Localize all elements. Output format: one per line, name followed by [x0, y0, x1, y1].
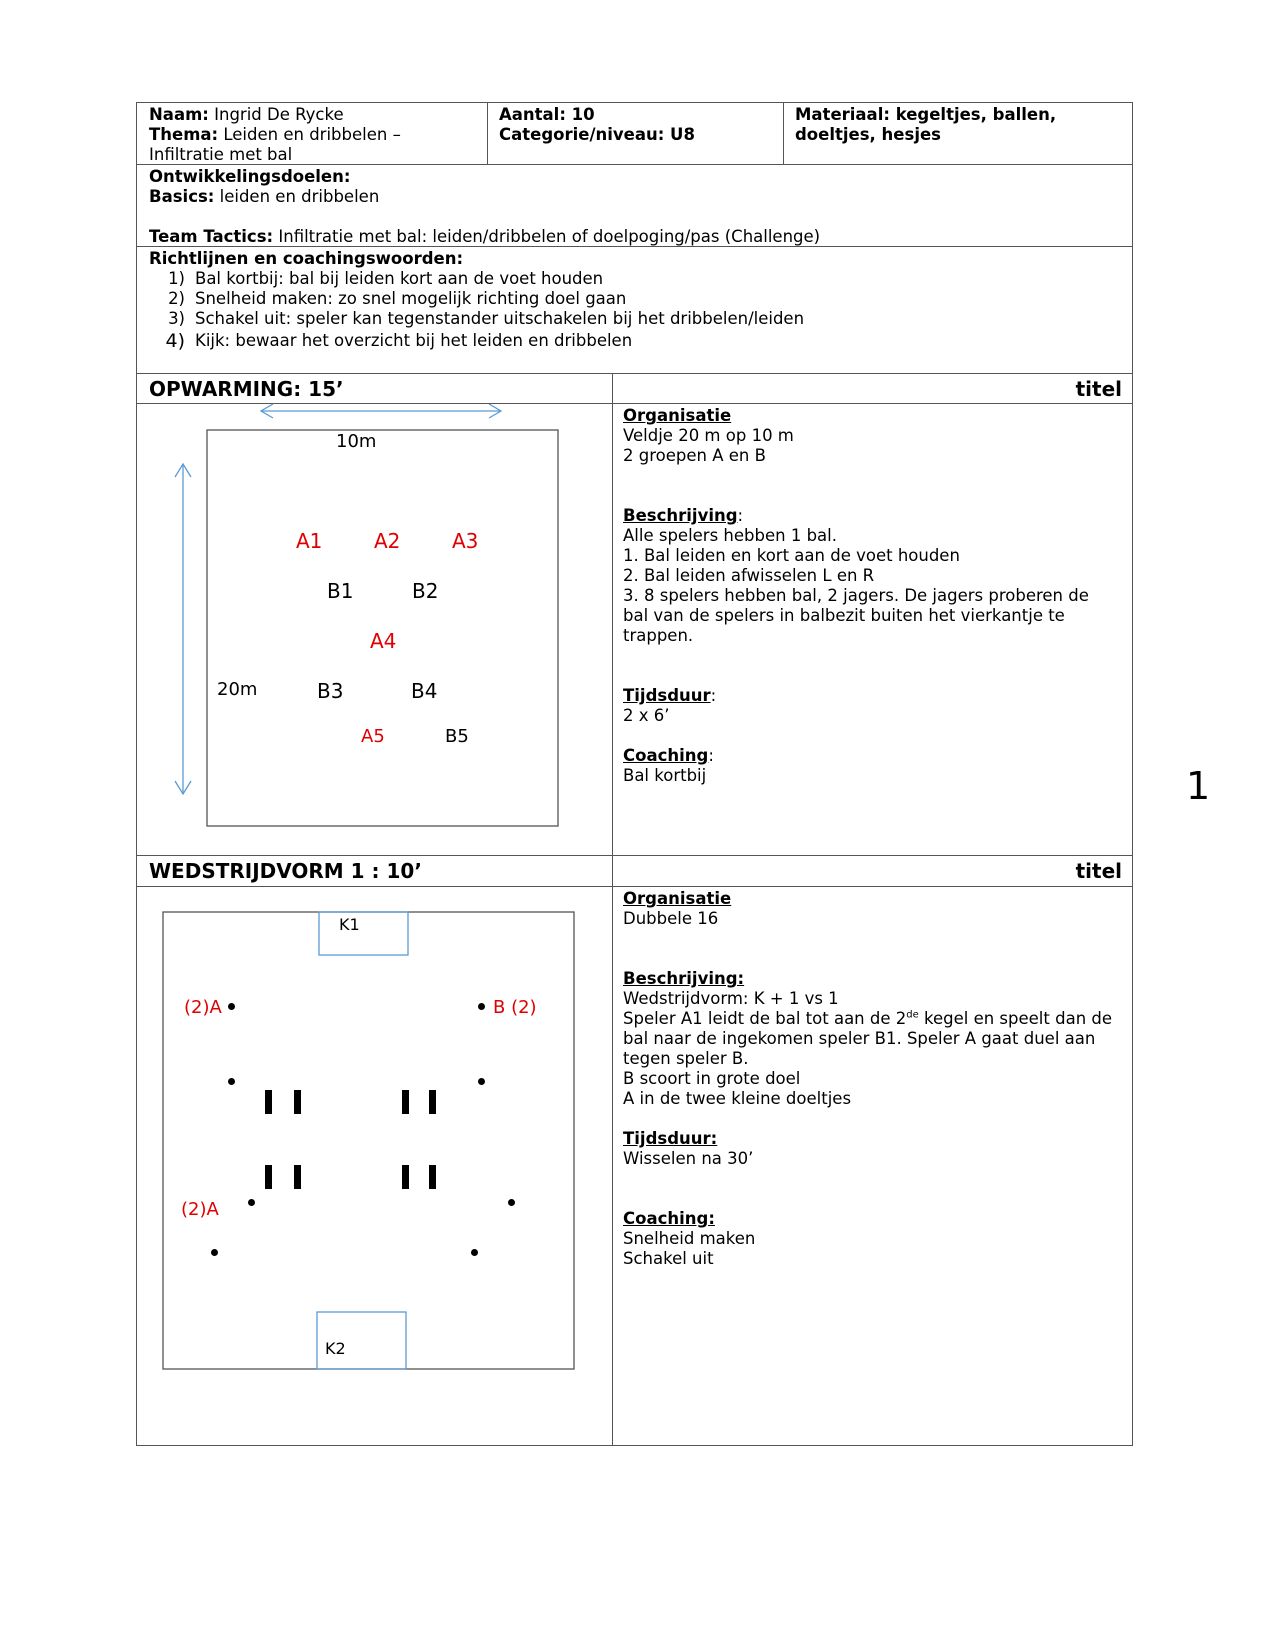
tijdsduur-heading: Tijdsduur [623, 686, 711, 705]
wedstrijd-title: WEDSTRIJDVORM 1 : 10’ [149, 859, 422, 883]
player-b1: B1 [327, 579, 354, 603]
goal-post [429, 1165, 436, 1189]
goal-post [402, 1090, 409, 1114]
materiaal: Materiaal: kegeltjes, ballen, [795, 105, 1057, 124]
player-b5: B5 [445, 726, 469, 747]
cone-dot [228, 1003, 235, 1010]
basics-value: leiden en dribbelen [219, 187, 380, 206]
tijdsduur-heading: Tijdsduur: [623, 1129, 718, 1148]
goal-post [294, 1090, 301, 1114]
beschrijving-line: A in de twee kleine doeltjes [623, 1089, 852, 1108]
richtlijnen-title: Richtlijnen en coachingswoorden: [149, 249, 464, 268]
basics-label: Basics: [149, 187, 215, 206]
richtlijnen-cell [137, 247, 1132, 373]
player-b3: B3 [317, 679, 344, 703]
opwarming-text: Organisatie Veldje 20 m op 10 m 2 groepen A en B Beschrijving: Alle spelers hebben 1 bal. 1. Bal leiden en kort aan de voet houden 2. Bal leiden afwisselen L en R 3. 8 spelers hebben bal, 2 jagers. De jagers proberen de bal van de spelers in balbezit buiten het vierkantje te trappen. Tijdsduur: 2 x 6’ Coaching: Bal kortbij [612, 404, 1132, 855]
wedstrijd-field-svg [137, 887, 612, 1445]
goal-post [402, 1165, 409, 1189]
cone-dot [478, 1078, 485, 1085]
aantal: Aantal: 10 [499, 105, 595, 124]
beschrijving-line: trappen. [623, 626, 694, 645]
wedstrijd-titel: titel [1075, 859, 1122, 883]
player-a4: A4 [370, 629, 397, 653]
list-item: 4) Kijk: bewaar het overzicht bij het leiden en dribbelen [165, 330, 633, 352]
richtlijnen-list [149, 269, 1120, 351]
player-a1: A1 [296, 529, 323, 553]
goal-post [265, 1165, 272, 1189]
organisatie-value: Dubbele 16 [623, 909, 719, 928]
organisatie-heading: Organisatie [623, 889, 732, 908]
cone-dot [211, 1249, 218, 1256]
tactics-value: Infiltratie met bal: leiden/dribbelen of doelpoging/pas (Challenge) [278, 227, 821, 246]
beschrijving-line: 2. Bal leiden afwisselen L en R [623, 566, 875, 585]
player-a5: A5 [361, 726, 385, 747]
header-row [137, 103, 1132, 165]
thema-value-cont: Infiltratie met bal [149, 145, 293, 164]
beschrijving-line: 1. Bal leiden en kort aan de voet houden [623, 546, 960, 565]
player-a2: A2 [374, 529, 401, 553]
group-a-top: (2)A [184, 997, 222, 1018]
cone-dot [228, 1078, 235, 1085]
beschrijving-heading: Beschrijving: [623, 969, 745, 988]
naam-label: Naam: [149, 105, 209, 124]
goal-post [265, 1090, 272, 1114]
beschrijving-line: B scoort in grote doel [623, 1069, 801, 1088]
thema-value: Leiden en dribbelen – [223, 125, 401, 144]
session-sheet [136, 102, 1133, 1446]
doelen-title: Ontwikkelingsdoelen: [149, 167, 351, 186]
group-b-top: B (2) [493, 997, 537, 1018]
coaching-line: Schakel uit [623, 1249, 714, 1268]
beschrijving-heading: Beschrijving [623, 506, 738, 525]
opwarming-diagram [137, 404, 612, 855]
player-b2: B2 [412, 579, 439, 603]
categorie: Categorie/niveau: U8 [499, 125, 695, 144]
opwarming-titel: titel [1075, 377, 1122, 401]
organisatie-line: 2 groepen A en B [623, 446, 766, 465]
wedstrijd-text [612, 887, 1132, 1445]
coaching-line: Snelheid maken [623, 1229, 756, 1248]
materiaal-cont: doeltjes, hesjes [795, 125, 941, 144]
materiaal-cell [783, 103, 1132, 164]
coaching-heading: Coaching: [623, 1209, 715, 1228]
wedstrijd-title-row [137, 856, 1132, 887]
beschrijving-line: Speler A1 leidt de bal tot aan de 2de kegel en speelt dan de [623, 1009, 1113, 1028]
doelen-cell [137, 165, 1132, 246]
tijdsduur-value: 2 x 6’ [623, 706, 670, 725]
coaching-heading: Coaching [623, 746, 709, 765]
richtlijnen-row [137, 247, 1132, 374]
wedstrijd-content-row [137, 887, 1132, 1445]
beschrijving-line: tegen speler B. [623, 1049, 749, 1068]
organisatie-heading: Organisatie [623, 406, 732, 425]
thema-label: Thema: [149, 125, 219, 144]
cone-dot [248, 1199, 255, 1206]
opwarming-content-row [137, 404, 1132, 856]
goal-post [294, 1165, 301, 1189]
coaching-value: Bal kortbij [623, 766, 707, 785]
tijdsduur-value: Wisselen na 30’ [623, 1149, 754, 1168]
opwarming-title-row [137, 374, 1132, 404]
height-label: 20m [217, 679, 258, 700]
list-item: 3) Schakel uit: speler kan tegenstander uitschakelen bij het dribbelen/leiden [168, 309, 805, 328]
aantal-cell [487, 103, 783, 164]
naam-value: Ingrid De Rycke [214, 105, 344, 124]
goal-post [429, 1090, 436, 1114]
beschrijving-line: bal van de spelers in balbezit buiten het vierkantje te [623, 606, 1065, 625]
beschrijving-line: bal naar de ingekomen speler B1. Speler A gaat duel aan [623, 1029, 1096, 1048]
tactics-label: Team Tactics: [149, 227, 274, 246]
cone-dot [471, 1249, 478, 1256]
player-a3: A3 [452, 529, 479, 553]
width-label: 10m [336, 431, 377, 452]
list-item: 1) Bal kortbij: bal bij leiden kort aan de voet houden [168, 269, 604, 288]
keeper-k2: K2 [325, 1339, 346, 1358]
cone-dot [478, 1003, 485, 1010]
doelen-row [137, 165, 1132, 247]
naam-thema-cell [137, 103, 487, 164]
group-a-bottom: (2)A [181, 1199, 219, 1220]
beschrijving-line: Wedstrijdvorm: K + 1 vs 1 [623, 989, 839, 1008]
organisatie-line: Veldje 20 m op 10 m [623, 426, 794, 445]
beschrijving-line: Alle spelers hebben 1 bal. [623, 526, 838, 545]
cone-dot [508, 1199, 515, 1206]
opwarming-title: OPWARMING: 15’ [149, 377, 344, 401]
wedstrijd-diagram [137, 887, 612, 1445]
page-number: 1 [1186, 764, 1211, 808]
beschrijving-line: 3. 8 spelers hebben bal, 2 jagers. De jagers proberen de [623, 586, 1089, 605]
keeper-k1: K1 [339, 915, 360, 934]
list-item: 2) Snelheid maken: zo snel mogelijk richting doel gaan [168, 289, 627, 308]
player-b4: B4 [411, 679, 438, 703]
